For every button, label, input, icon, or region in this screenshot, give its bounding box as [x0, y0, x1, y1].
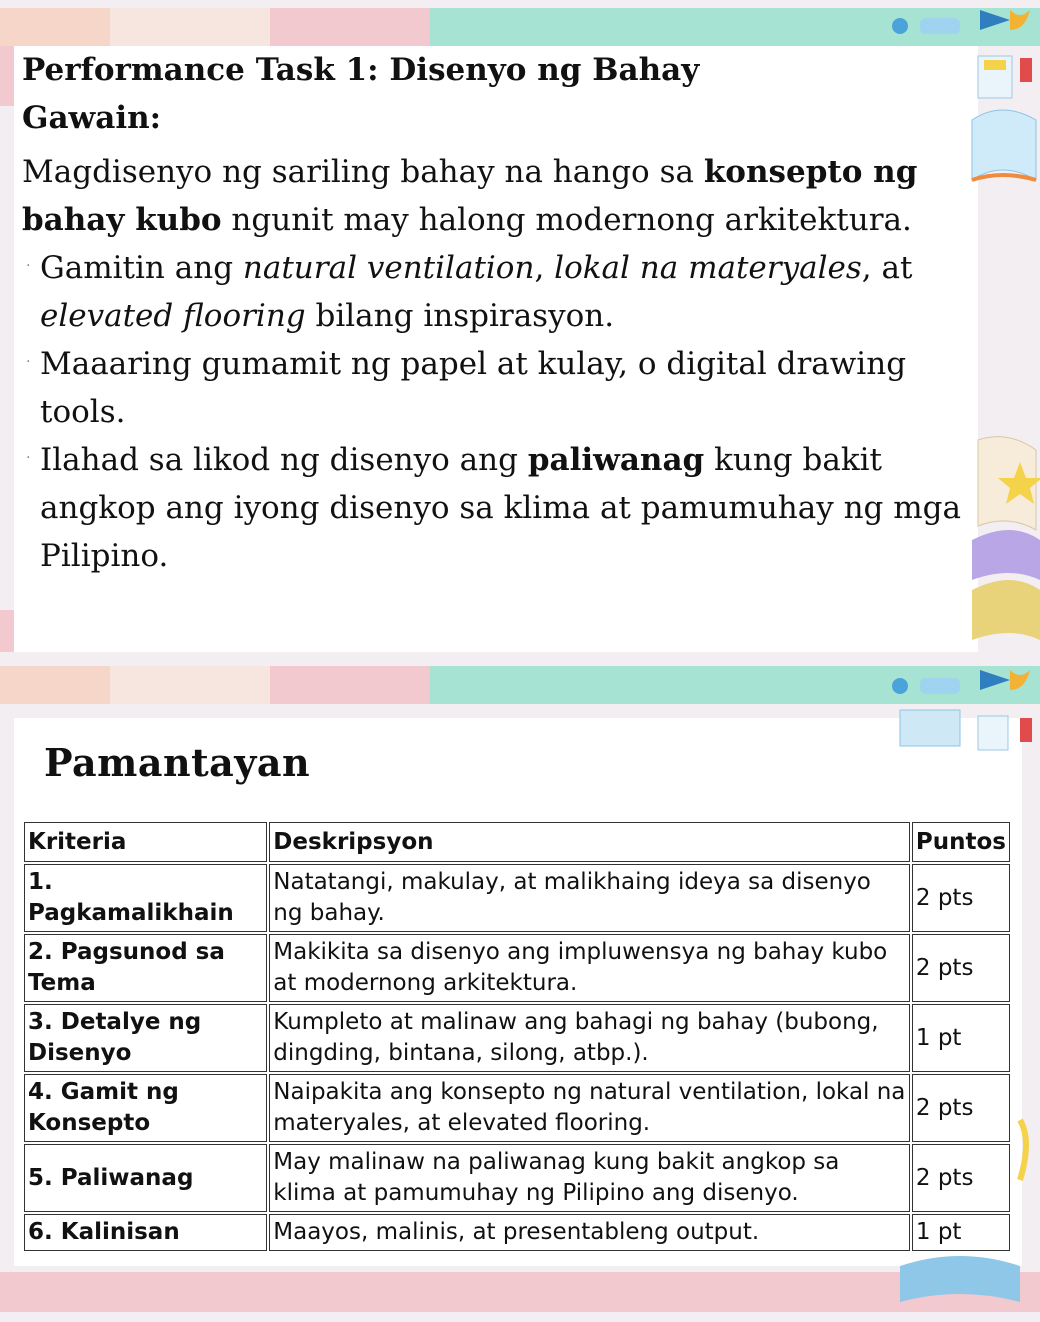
cell-puntos: 2 pts	[912, 934, 1010, 1002]
intro-bold-text: konsepto ng bahay kubo	[22, 154, 918, 238]
cell-kriteria: 6. Kalinisan	[24, 1214, 267, 1251]
section-title-pamantayan: Pamantayan	[44, 740, 311, 785]
list-item: . Maaaring gumamit ng papel at kulay, o digital drawing tools.	[40, 340, 970, 436]
cell-kriteria: 2. Pagsunod sa Tema	[24, 934, 267, 1002]
cell-kriteria: 4. Gamit ng Konsepto	[24, 1074, 267, 1142]
cell-deskripsyon: Naipakita ang konsepto ng natural ventilation, lokal na materyales, at elevated flooring.	[269, 1074, 910, 1142]
rubric-table	[22, 820, 1012, 1253]
intro-text: Magdisenyo ng sariling bahay na hango sa	[22, 154, 704, 190]
column-header-puntos: Puntos	[912, 822, 1010, 862]
cell-kriteria: 5. Paliwanag	[24, 1144, 267, 1212]
intro-text-end: ngunit may halong modernong arkitektura.	[221, 202, 912, 238]
cell-deskripsyon: May malinaw na paliwanag kung bakit angkop sa klima at pamumuhay ng Pilipino ang disenyo.	[269, 1144, 910, 1212]
cell-kriteria: 1. Pagkamalikhain	[24, 864, 267, 932]
cell-puntos: 1 pt	[912, 1004, 1010, 1072]
cell-puntos: 1 pt	[912, 1214, 1010, 1251]
list-item: . Ilahad sa likod ng disenyo ang paliwanag kung bakit angkop ang iyong disenyo sa klima at pamumuhay ng mga Pilipino.	[40, 436, 970, 580]
cell-deskripsyon: Natatangi, makulay, at malikhaing ideya sa disenyo ng bahay.	[269, 864, 910, 932]
table-header-row	[24, 822, 1010, 862]
table-row	[24, 1074, 1010, 1142]
list-item: . Gamitin ang natural ventilation, lokal na materyales, at elevated flooring bilang inspirasyon.	[40, 244, 970, 340]
intro-paragraph	[22, 148, 962, 244]
table-row	[24, 1004, 1010, 1072]
instruction-list	[40, 244, 970, 580]
subheading-gawain: Gawain:	[22, 100, 162, 136]
table-row	[24, 1144, 1010, 1212]
cell-deskripsyon: Makikita sa disenyo ang impluwensya ng bahay kubo at modernong arkitektura.	[269, 934, 910, 1002]
cell-deskripsyon: Kumpleto at malinaw ang bahagi ng bahay (bubong, dingding, bintana, silong, atbp.).	[269, 1004, 910, 1072]
cell-puntos: 2 pts	[912, 1144, 1010, 1212]
page-title: Performance Task 1: Disenyo ng Bahay	[22, 52, 700, 88]
cell-puntos: 2 pts	[912, 1074, 1010, 1142]
table-row	[24, 864, 1010, 932]
column-header-deskripsyon: Deskripsyon	[269, 822, 910, 862]
cell-puntos: 2 pts	[912, 864, 1010, 932]
column-header-kriteria: Kriteria	[24, 822, 267, 862]
cell-deskripsyon: Maayos, malinis, at presentableng output.	[269, 1214, 910, 1251]
table-row	[24, 1214, 1010, 1251]
table-row	[24, 934, 1010, 1002]
cell-kriteria: 3. Detalye ng Disenyo	[24, 1004, 267, 1072]
